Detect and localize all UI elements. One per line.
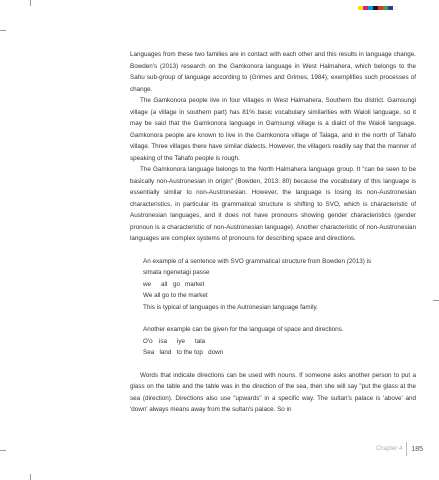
gloss-word: market xyxy=(185,280,205,288)
example-word: iye xyxy=(177,337,186,345)
example-word: tala xyxy=(195,337,206,345)
example-gloss-line: Sea land to the top down xyxy=(143,349,224,356)
crop-mark xyxy=(0,30,6,31)
example-intro: Another example can be given for the language of space and directions. xyxy=(143,326,344,333)
page-body xyxy=(130,49,416,416)
crop-mark xyxy=(30,0,31,6)
example-note: This is typical of languages in the Autronesian language family. xyxy=(143,303,318,311)
chapter-label: Chapter 4 xyxy=(375,446,403,452)
example-word: isa xyxy=(159,337,168,345)
print-color-bar xyxy=(358,6,398,10)
crop-mark xyxy=(0,450,6,451)
example-intro: An example of a sentence with SVO grammatical structure from Bowden (2013) is xyxy=(143,257,372,265)
page-footer xyxy=(376,442,423,456)
crop-mark xyxy=(30,474,31,480)
spacer xyxy=(130,245,416,256)
example-sentence: simata ngenetagi passe xyxy=(143,269,210,276)
spacer xyxy=(130,359,416,370)
page-number: 185 xyxy=(411,445,423,453)
gloss-word: all xyxy=(161,280,168,288)
paragraph: The Gamkonora language belongs to the North Halmahera language group. It "can be seen to be basically non-Austronesian in origin" (Bowden, 2013: 80) because the vocabulary of this language is essentially similar to non-Austronesian. However, the language is losing its non-Austronesian characteristics, in particular its grammatical structure is shifting to SVO, which is characteristic of Austronesian languages, and it does not have pronouns showing gender characteristics (gender pronoun is a characteristic of non-Austronesian language). Another characteristic of non-Austronesian languages are complex systems of pronouns for describing space and directions. xyxy=(130,166,416,242)
paragraph: The Gamkonora people live in four villages in West Halmahera, Southern Ibu district. Gamsungi village (a village in southern part) has 81% basic vocabulary similarities with Waioli language, so it may be said that the Gamkonora language in Gamsungi village is a dialct of the Waioli language. Gamkonora people are known to live in the Gamkonora village of Talaga, and in the north of Tahafo village. Three villages there have similar dialects. However, the villagers readily say that the manner of speaking of the Tahafo people is rough. xyxy=(130,97,416,162)
spacer xyxy=(130,313,416,324)
gloss-word: we xyxy=(143,280,152,288)
example-words xyxy=(130,336,416,348)
gloss-word: go xyxy=(173,280,181,288)
color-swatch xyxy=(393,6,398,10)
example-gloss xyxy=(130,279,416,291)
crop-mark xyxy=(433,300,439,301)
paragraph: Languages from these two families are in contact with each other and this results in language change. Bowden's (2013) research on the Gamkonora language in West Halmahera, which belongs to the Sahu sub-group of language according to (Grimes and Grimes, 1984), exemplifies such processes of change. xyxy=(130,51,416,93)
example-translation: We all go to the market xyxy=(143,292,208,299)
paragraph: Words that indicate directions can be used with nouns. If someone asks another person to put a glass on the table and the table was in the direction of the sea, then she will say "put the glass at the sea (direction). Directions also use "upwards" in a specific way. The sultan's palace is 'above' and 'down' always means away from the sultan's palace. So in xyxy=(130,371,416,413)
example-word: O'o xyxy=(143,337,153,345)
footer-divider xyxy=(406,442,407,456)
